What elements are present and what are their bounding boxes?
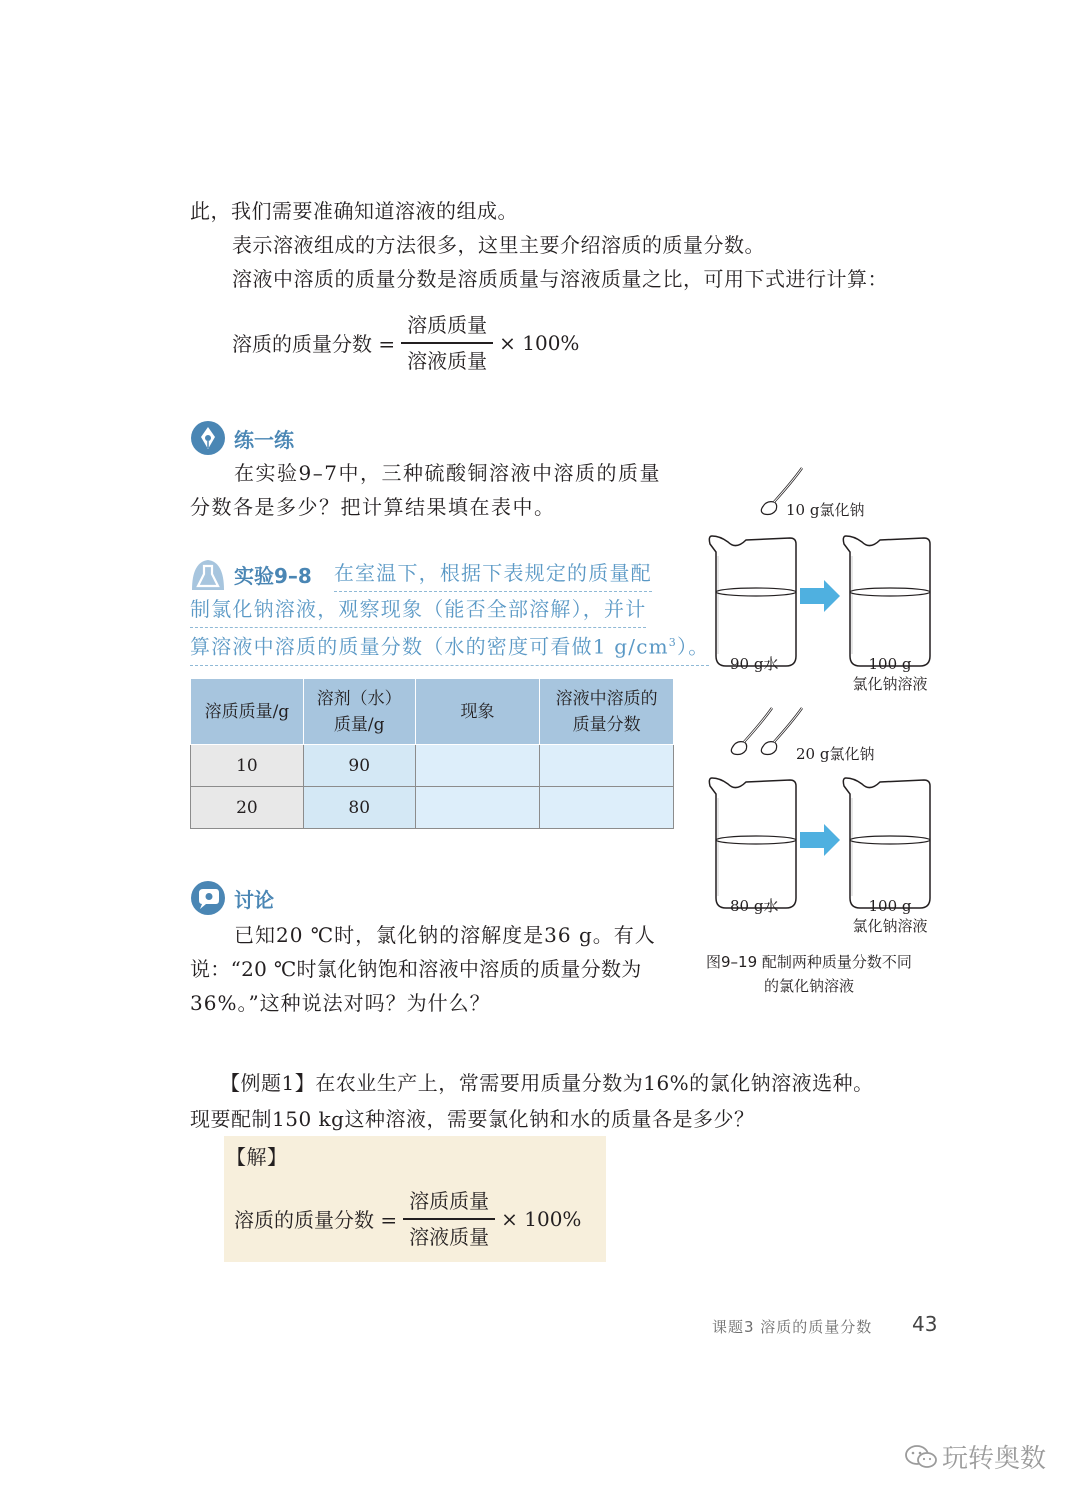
- formula-numerator: 溶质质量: [407, 313, 488, 337]
- formula-factor: × 100%: [501, 1206, 582, 1231]
- example-line-2: 现要配制150 kg这种溶液，需要氯化钠和水的质量各是多少？: [190, 1107, 755, 1131]
- table-cell: 20: [191, 787, 304, 829]
- discussion-line-1: 已知20 ℃时，氯化钠的溶解度是36 g。有人: [234, 923, 656, 947]
- solution-formula: [234, 1186, 581, 1252]
- watermark: [904, 1438, 1046, 1475]
- figure-caption-line-1: 图9–19 配制两种质量分数不同: [706, 953, 912, 971]
- experiment-table: [190, 678, 674, 829]
- page-number: 43: [912, 1312, 938, 1336]
- pen-nib-icon: [190, 420, 226, 456]
- table-header-mass-fraction: 溶液中溶质的 质量分数: [540, 679, 674, 745]
- formula-denominator: 溶液质量: [407, 348, 488, 373]
- formula-numerator: 溶质质量: [409, 1189, 490, 1213]
- table-cell: 10: [191, 745, 304, 787]
- table-cell: 90: [303, 745, 415, 787]
- speech-bubble-icon: [190, 880, 226, 916]
- practice-line-1: 在实验9–7中，三种硫酸铜溶液中溶质的质量: [234, 461, 661, 485]
- practice-line-2: 分数各是多少？把计算结果填在表中。: [190, 495, 556, 519]
- practice-title: 练一练: [234, 427, 294, 452]
- example-line-1: 【例题1】在农业生产上，常需要用质量分数为16%的氯化钠溶液选种。: [220, 1071, 874, 1095]
- top-right-beaker-label: 100 g 氯化钠溶液: [852, 655, 928, 693]
- table-cell: [540, 787, 674, 829]
- table-row: [191, 745, 674, 787]
- arrow-right-icon: [800, 824, 840, 856]
- formula-lhs: 溶质的质量分数 =: [232, 332, 396, 357]
- right-beaker-icon: [843, 778, 930, 908]
- discussion-heading: [190, 880, 274, 916]
- table-header-solute-mass: 溶质质量/g: [191, 679, 304, 745]
- chat-bubble-icon: [904, 1444, 938, 1470]
- chapter-footer: 课题3 溶质的质量分数: [712, 1318, 873, 1336]
- formula-fraction: [401, 310, 493, 376]
- table-row: [191, 787, 674, 829]
- superscript-3: 3: [668, 636, 677, 649]
- experiment-heading: [190, 556, 652, 592]
- formula-denominator: 溶液质量: [409, 1224, 490, 1249]
- watermark-text: 玩转奥数: [942, 1444, 1047, 1474]
- left-beaker-icon: [709, 536, 796, 666]
- table-header-row: [191, 679, 674, 745]
- bottom-spoon-label: 20 g氯化钠: [796, 745, 875, 763]
- formula-factor: × 100%: [499, 330, 580, 355]
- discussion-line-3: 36%。”这种说法对吗？为什么？: [190, 991, 491, 1015]
- table-cell: 80: [303, 787, 415, 829]
- top-spoon-label: 10 g氯化钠: [786, 501, 865, 519]
- paragraph-line-1: 此，我们需要准确知道溶液的组成。: [190, 199, 518, 223]
- arrow-right-icon: [800, 580, 840, 612]
- fraction-bar: [403, 1218, 495, 1220]
- formula-fraction: [403, 1186, 495, 1252]
- experiment-label: 实验9–8: [234, 563, 312, 588]
- solution-label: 【解】: [226, 1145, 288, 1169]
- table-cell: [415, 745, 540, 787]
- bottom-left-beaker-label: 80 g水: [730, 897, 779, 915]
- right-beaker-icon: [843, 536, 930, 666]
- experiment-line-2: 制氯化钠溶液，观察现象（能否全部溶解），并计: [190, 592, 646, 628]
- left-beaker-icon: [709, 778, 796, 908]
- mass-fraction-formula: [232, 310, 579, 376]
- experiment-line-1: 在室温下，根据下表规定的质量配: [334, 556, 652, 592]
- fraction-bar: [401, 342, 493, 344]
- table-cell: [540, 745, 674, 787]
- flask-icon: [190, 556, 226, 592]
- beaker-figure: [700, 460, 960, 940]
- top-left-beaker-label: 90 g水: [730, 655, 779, 673]
- table-cell: [415, 787, 540, 829]
- figure-caption-line-2: 的氯化钠溶液: [764, 977, 855, 995]
- formula-lhs: 溶质的质量分数 =: [234, 1208, 398, 1233]
- table-header-solvent-mass: 溶剂（水） 质量/g: [303, 679, 415, 745]
- bottom-right-beaker-label: 100 g 氯化钠溶液: [852, 897, 928, 935]
- table-header-phenomenon: 现象: [415, 679, 540, 745]
- discussion-line-2: 说：“20 ℃时氯化钠饱和溶液中溶质的质量分数为: [190, 957, 642, 981]
- practice-heading: [190, 420, 294, 456]
- experiment-line-3: 算溶液中溶质的质量分数（水的密度可看做1 $g/cm^3$）。: [190, 626, 709, 666]
- paragraph-line-2: 表示溶液组成的方法很多，这里主要介绍溶质的质量分数。: [232, 233, 765, 257]
- discussion-title: 讨论: [234, 887, 274, 912]
- paragraph-line-3: 溶液中溶质的质量分数是溶质质量与溶液质量之比，可用下式进行计算：: [232, 267, 888, 291]
